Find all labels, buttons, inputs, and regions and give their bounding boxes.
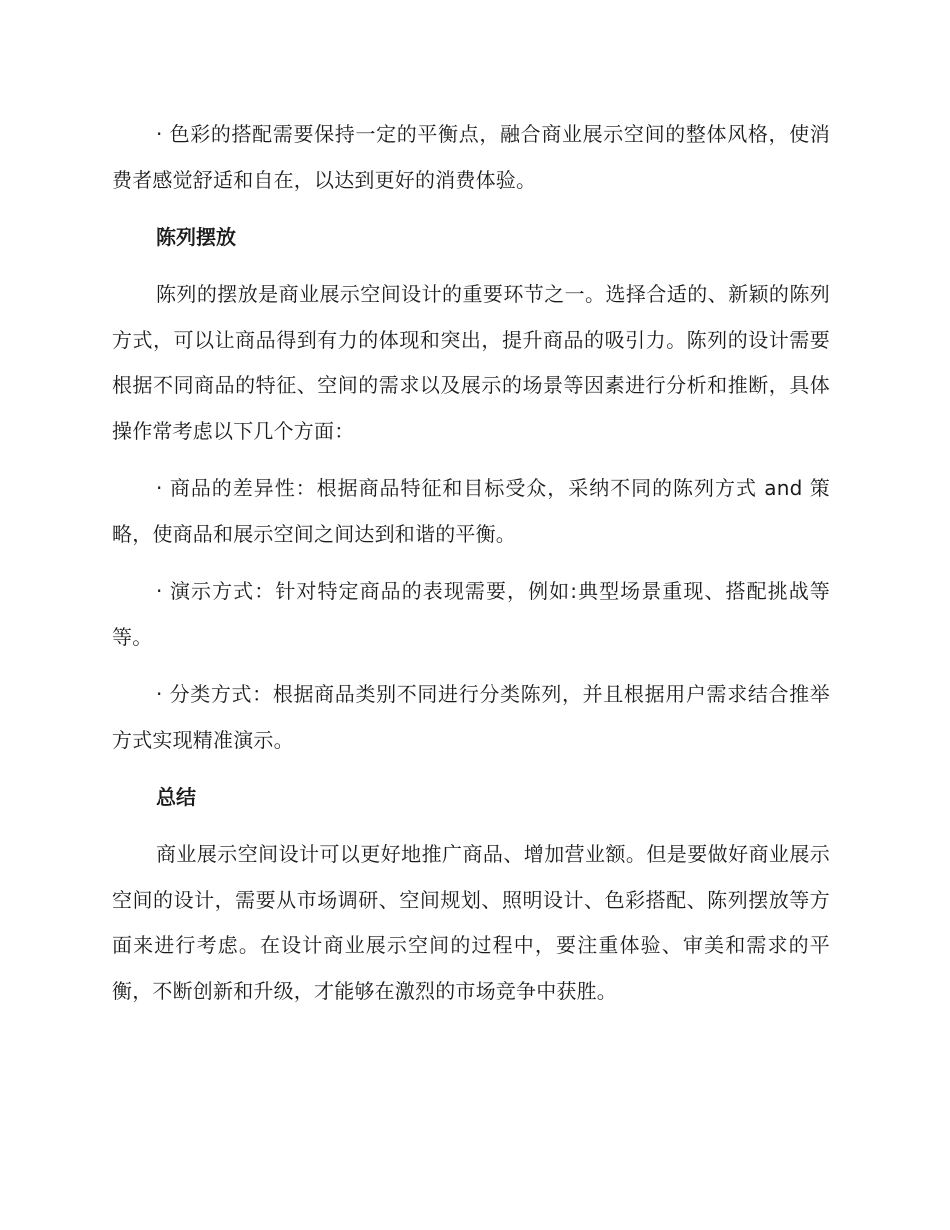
bullet-category-method: · 分类方式：根据商品类别不同进行分类陈列，并且根据用户需求结合推举方式实现精准演示。 <box>112 682 830 752</box>
paragraph-display-intro: 陈列的摆放是商业展示空间设计的重要环节之一。选择合适的、新颖的陈列方式，可以让商品得到有力的体现和突出，提升商品的吸引力。陈列的设计需要根据不同商品的特征、空间的需求以及展示的场景等因素进行分析和推断，具体操作常考虑以下几个方面： <box>112 282 830 443</box>
document-page <box>112 112 830 1014</box>
paragraph-color-balance: · 色彩的搭配需要保持一定的平衡点，融合商业展示空间的整体风格，使消费者感觉舒适和自在，以达到更好的消费体验。 <box>112 122 830 192</box>
section-heading-summary: 总结 <box>156 785 196 809</box>
section-heading-display: 陈列摆放 <box>156 225 236 249</box>
paragraph-summary: 商业展示空间设计可以更好地推广商品、增加营业额。但是要做好商业展示空间的设计，需要从市场调研、空间规划、照明设计、色彩搭配、陈列摆放等方面来进行考虑。在设计商业展示空间的过程中，要注重体验、审美和需求的平衡，不断创新和升级，才能够在激烈的市场竞争中获胜。 <box>112 842 830 1003</box>
bullet-product-difference: · 商品的差异性：根据商品特征和目标受众，采纳不同的陈列方式 and 策略，使商品和展示空间之间达到和谐的平衡。 <box>112 476 830 546</box>
bullet-demo-method: · 演示方式：针对特定商品的表现需要，例如:典型场景重现、搭配挑战等等。 <box>112 579 830 649</box>
